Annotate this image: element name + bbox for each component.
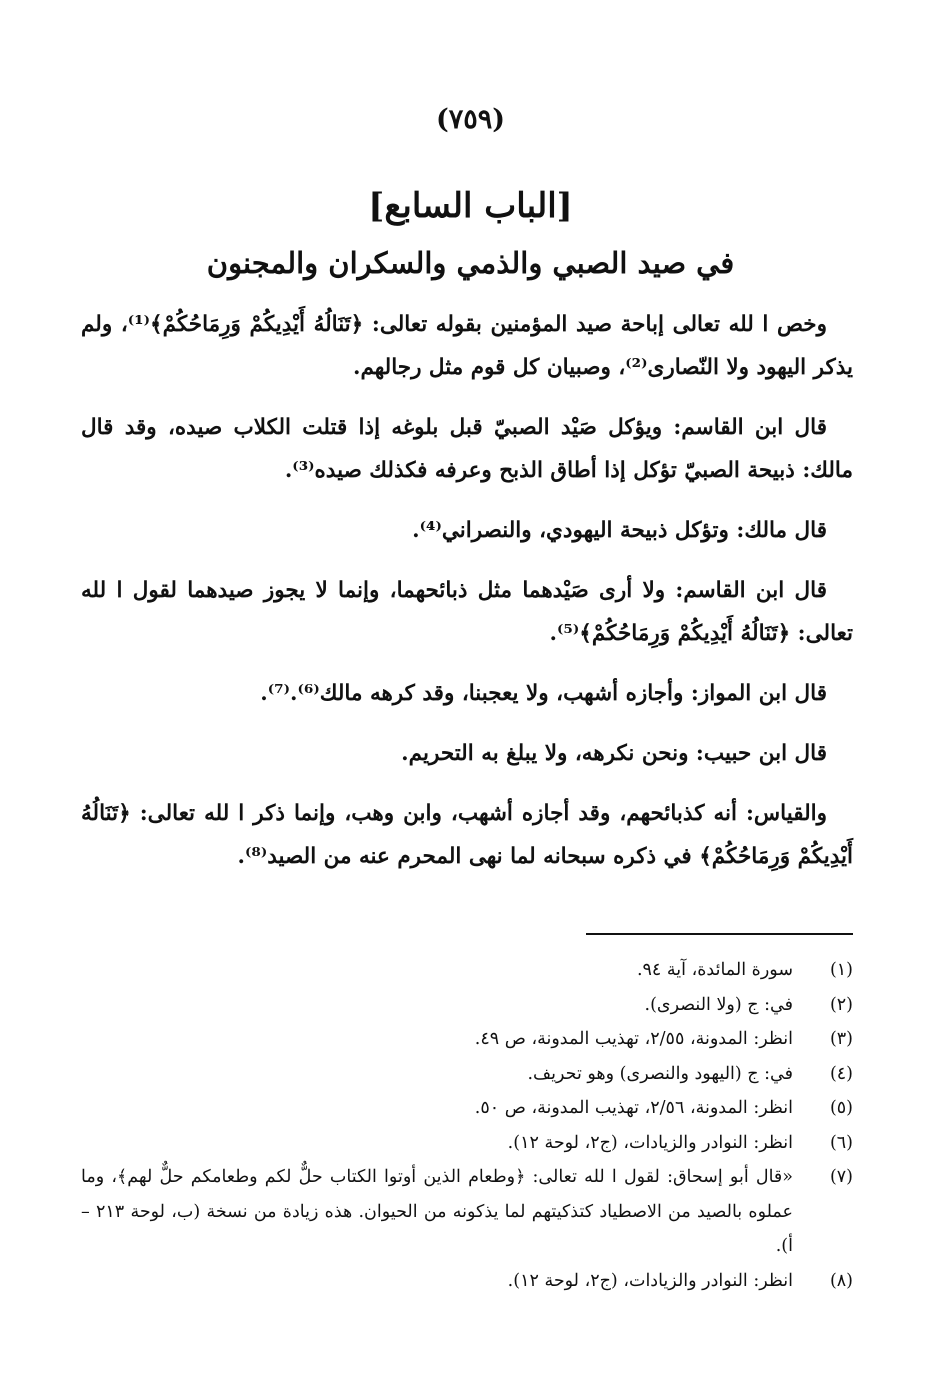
paragraph-4: قال ابن القاسم: ولا أرى صَيْدهما مثل ذبائحهما، وإنما لا يجوز صيدهما لقول ا لله تعالى: ﴿تَنَالُهُ أَيْدِيكُمْ وَرِمَاحُكُمْ﴾⁽⁵⁾. xyxy=(81,578,853,646)
footnote-text: انظر: النوادر والزيادات، (ج٢، لوحة ١٢). xyxy=(507,1132,793,1153)
paragraph-3: قال مالك: وتؤكل ذبيحة اليهودي، والنصراني⁽⁴⁾. xyxy=(412,518,827,543)
footnote-7 xyxy=(81,1160,853,1264)
paragraph-2: قال ابن القاسم: ويؤكل صَيْد الصبيّ قبل بلوغه إذا قتلت الكلاب صيده، وقد قال مالك: ذبيحة الصبيّ تؤكل إذا أطاق الذبح وعرفه فكذلك صيده⁽³⁾. xyxy=(81,415,853,483)
footnote-number: (٢) xyxy=(829,994,853,1015)
footnote-divider xyxy=(586,933,853,935)
footnotes xyxy=(81,953,853,1298)
footnote-8 xyxy=(81,1264,853,1299)
footnote-number: (٥) xyxy=(829,1098,853,1118)
footnote-5 xyxy=(81,1091,853,1126)
footnote-3 xyxy=(81,1022,853,1057)
paragraph-6: قال ابن حبيب: ونحن نكرهه، ولا يبلغ به التحريم. xyxy=(401,741,827,766)
footnote-text: في: ج (اليهود والنصرى) وهو تحريف. xyxy=(527,1063,793,1084)
footnote-4 xyxy=(81,1057,853,1092)
chapter-title: [الباب السابع] xyxy=(368,186,573,226)
footnote-number: (٤) xyxy=(829,1063,853,1084)
footnote-text: انظر: المدونة، ٢/٥٥، تهذيب المدونة، ص ٤٩. xyxy=(474,1029,793,1049)
paragraph-7: والقياس: أنه كذبائحهم، وقد أجازه أشهب، وابن وهب، وإنما ذكر ا لله تعالى: ﴿تَنَالُهُ أَيْدِيكُمْ وَرِمَاحُكُمْ﴾ في ذكره سبحانه لما نهى المحرم عنه من الصيد⁽⁸⁾. xyxy=(81,801,853,869)
footnote-text: انظر: النوادر والزيادات، (ج٢، لوحة ١٢). xyxy=(507,1270,793,1291)
footnote-number: (٣) xyxy=(829,1029,853,1049)
chapter-subtitle: في صيد الصبي والذمي والسكران والمجنون xyxy=(206,246,735,280)
paragraph-1: وخص ا لله تعالى إباحة صيد المؤمنين بقوله تعالى: ﴿تَنَالُهُ أَيْدِيكُمْ وَرِمَاحُكُمْ﴾⁽¹⁾، ولم يذكر اليهود ولا النّصارى⁽²⁾، وصبيان كل قوم مثل رجالهم. xyxy=(81,312,853,380)
footnote-number: (٨) xyxy=(829,1270,853,1291)
footnote-number: (٧) xyxy=(829,1167,853,1187)
paragraph-5: قال ابن المواز: وأجازه أشهب، ولا يعجبنا، وقد كرهه مالك⁽⁶⁾.⁽⁷⁾. xyxy=(260,681,827,706)
footnote-text: «قال أبو إسحاق: لقول ا لله تعالى: ﴿وطعام الذين أوتوا الكتاب حلٌّ لكم وطعامكم حلٌّ لهم﴾، وما عملوه بالصيد من الاصطياد كتذكيتهم لما يذكونه من الحيوان. هذه زيادة من نسخة (ب، لوحة ٢١٣ – أ). xyxy=(81,1167,793,1256)
footnote-text: سورة المائدة، آية ٩٤. xyxy=(636,960,793,980)
main-text xyxy=(81,303,853,895)
footnote-text: في: ج (ولا النصرى). xyxy=(644,994,793,1015)
footnote-6 xyxy=(81,1126,853,1161)
footnote-2 xyxy=(81,988,853,1023)
footnote-1 xyxy=(81,953,853,988)
footnote-text: انظر: المدونة، ٢/٥٦، تهذيب المدونة، ص ٥٠. xyxy=(474,1098,793,1118)
footnote-number: (٦) xyxy=(829,1132,853,1153)
footnote-number: (١) xyxy=(829,960,853,980)
page-number: (٧٥٩) xyxy=(435,104,506,135)
